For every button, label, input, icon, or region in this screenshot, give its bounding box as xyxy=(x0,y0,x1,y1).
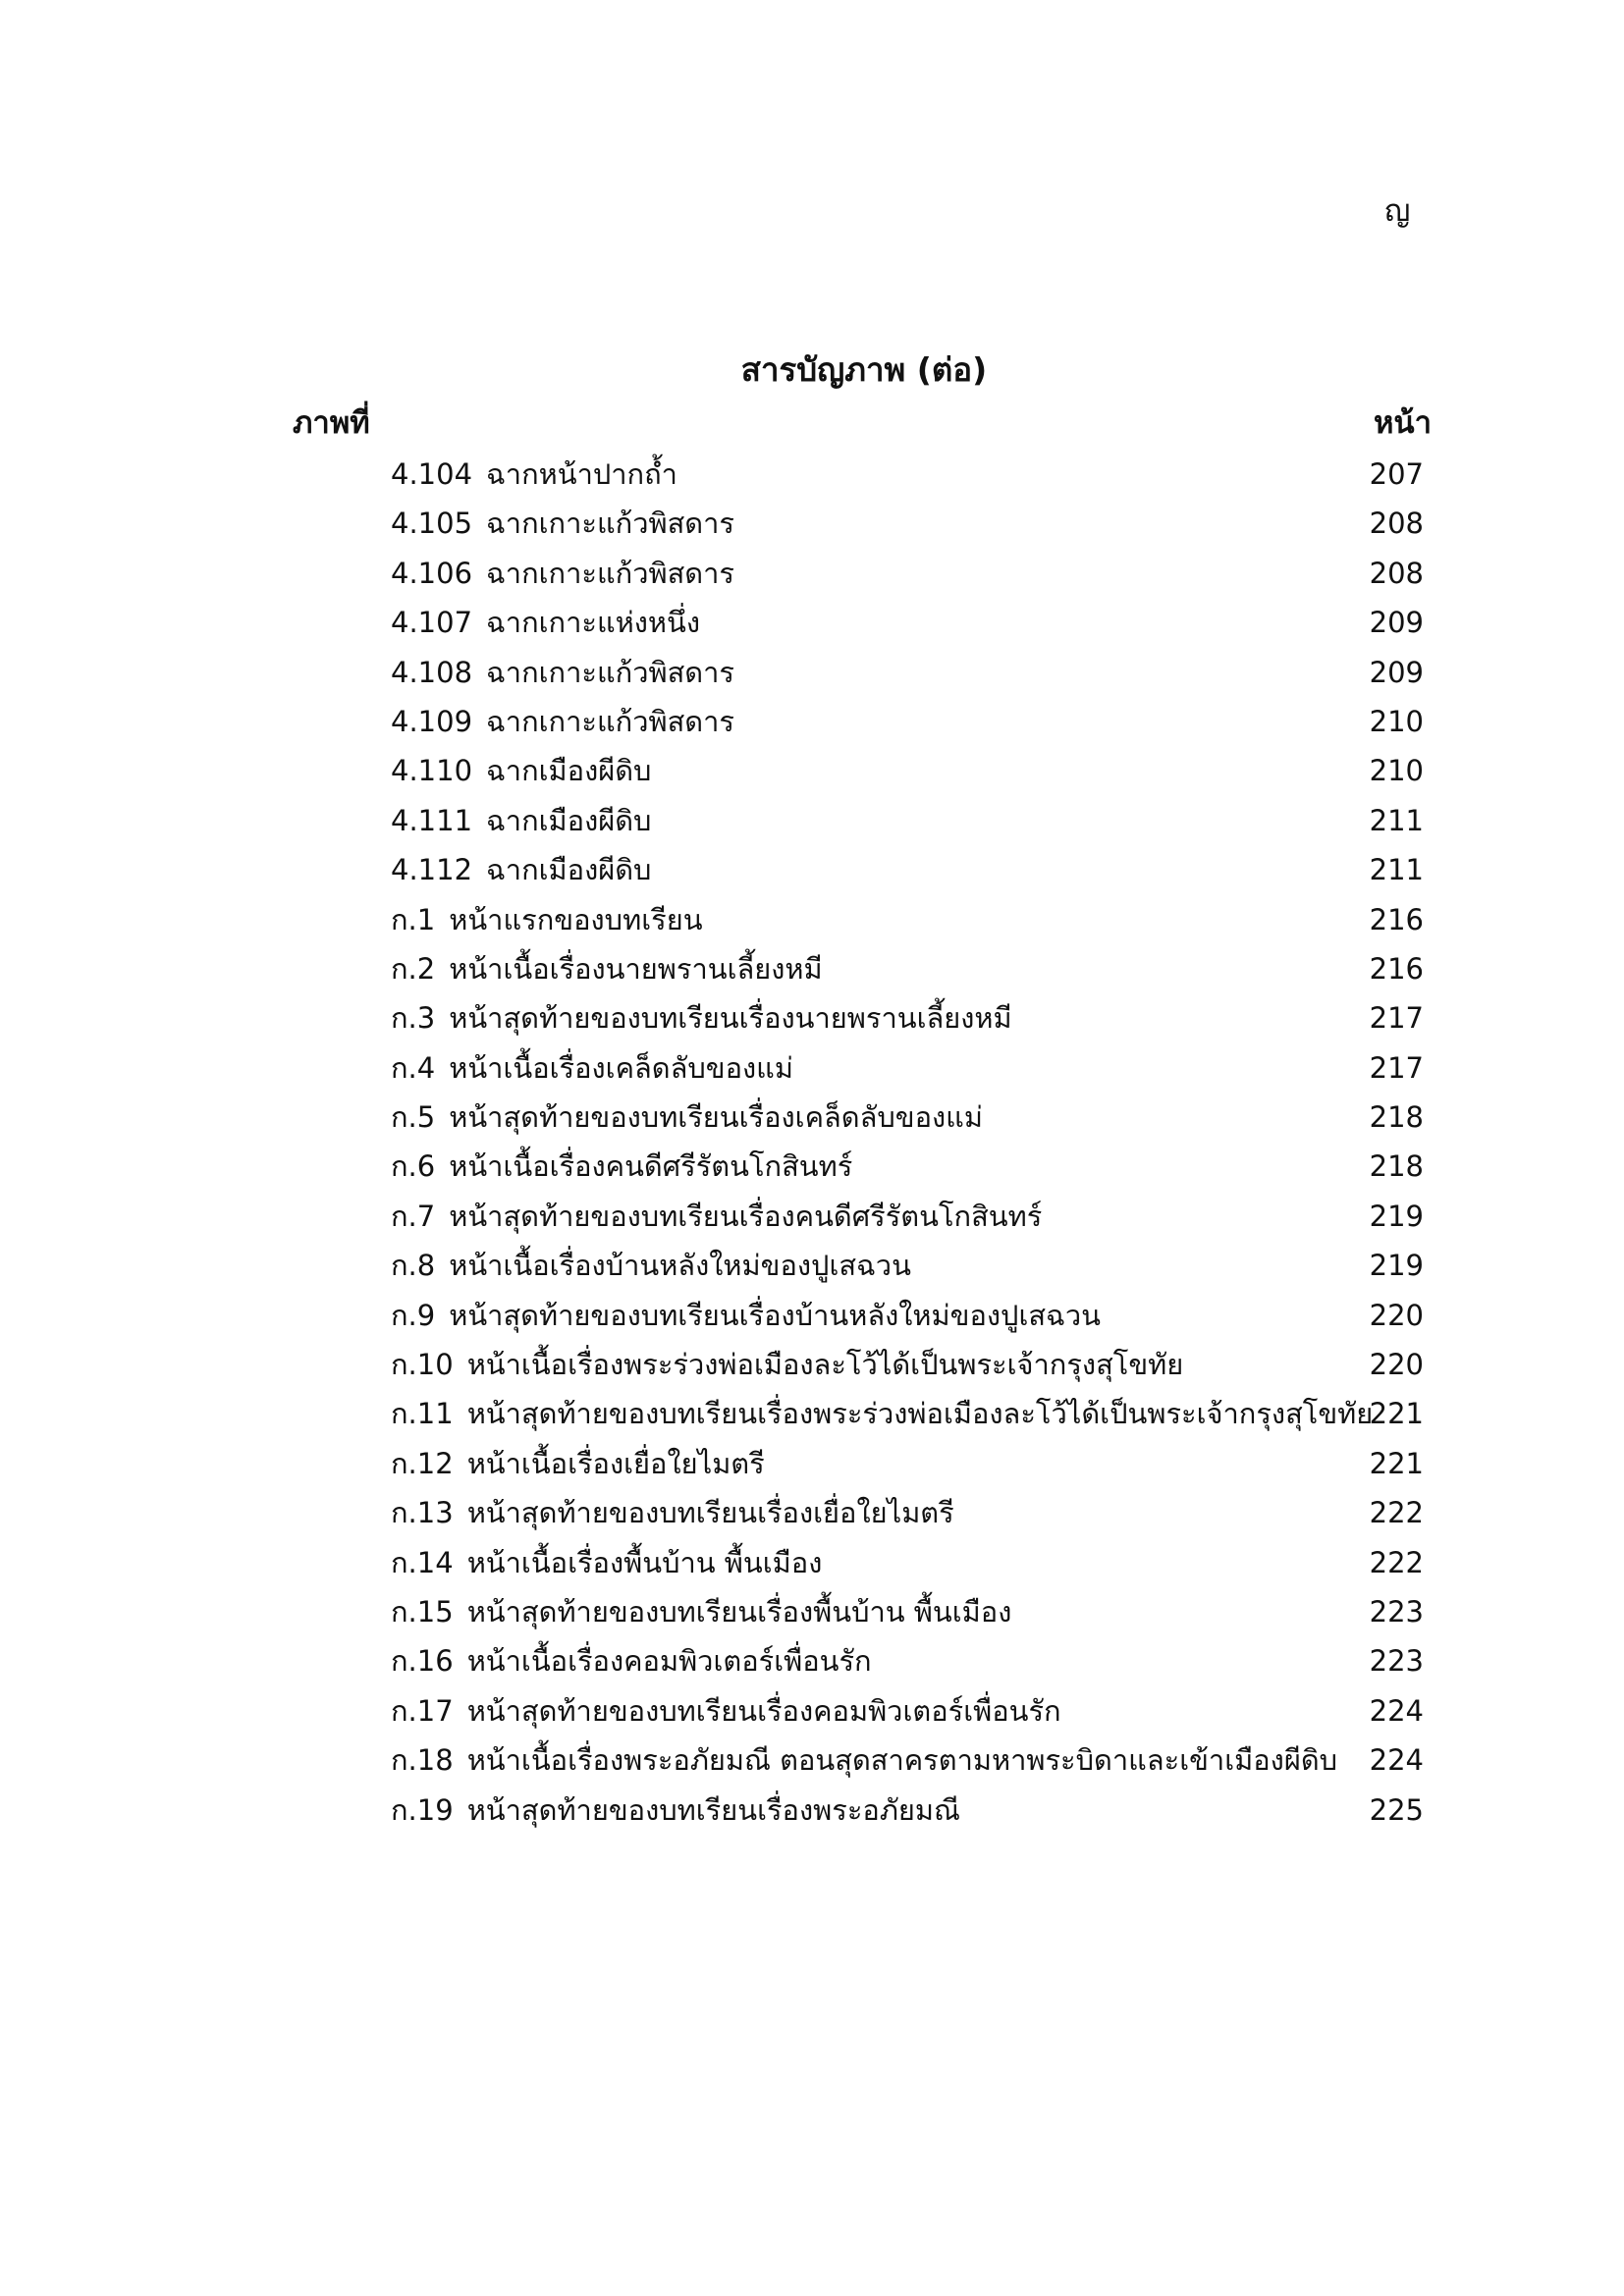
list-item xyxy=(391,1192,1424,1241)
list-item xyxy=(391,648,1424,697)
figure-page: 218 xyxy=(1369,1149,1424,1184)
figure-number: 4.109 xyxy=(391,704,473,738)
list-item xyxy=(391,1636,1424,1685)
figure-title: หน้าเนื้อเรื่องพระร่วงพ่อเมืองละโว้ได้เป็นพระเจ้ากรุงสุโขทัย xyxy=(466,1348,1184,1382)
list-item xyxy=(391,895,1424,944)
list-item xyxy=(391,1043,1424,1093)
list-item xyxy=(391,1786,1424,1835)
figure-page: 221 xyxy=(1369,1446,1424,1480)
figure-page: 224 xyxy=(1369,1743,1424,1778)
figure-title: หน้าสุดท้ายของบทเรียนเรื่องพื้นบ้าน พื้นเมือง xyxy=(466,1594,1012,1629)
figure-number: ก.17 xyxy=(391,1693,454,1728)
figure-page: 222 xyxy=(1369,1496,1424,1530)
figure-number: ก.13 xyxy=(391,1496,454,1530)
list-item xyxy=(391,1686,1424,1735)
figure-page: 220 xyxy=(1369,1348,1424,1382)
figure-title: หน้าสุดท้ายของบทเรียนเรื่องบ้านหลังใหม่ของปูเสฉวน xyxy=(449,1298,1101,1332)
figure-number: ก.5 xyxy=(391,1100,436,1135)
figure-title: ฉากเมืองผีดิบ xyxy=(486,803,652,837)
list-item xyxy=(391,1538,1424,1587)
figure-page: 210 xyxy=(1369,754,1424,788)
list-item xyxy=(391,697,1424,746)
list-item xyxy=(391,499,1424,548)
figure-number: ก.2 xyxy=(391,951,436,986)
figure-title: ฉากเกาะแห่งหนึ่ง xyxy=(486,606,701,640)
figure-number: ก.15 xyxy=(391,1594,454,1629)
figure-number: ก.9 xyxy=(391,1298,436,1332)
figure-number: 4.106 xyxy=(391,556,473,590)
list-item xyxy=(391,1291,1424,1340)
figure-page: 216 xyxy=(1369,951,1424,986)
list-item xyxy=(391,845,1424,894)
figure-number: ก.1 xyxy=(391,902,436,936)
figure-page: 221 xyxy=(1369,1397,1424,1431)
figure-page: 220 xyxy=(1369,1298,1424,1332)
figure-page: 209 xyxy=(1369,606,1424,640)
figure-title: หน้าเนื้อเรื่องเยื่อใยไมตรี xyxy=(466,1446,765,1480)
list-item xyxy=(391,1735,1424,1785)
figure-page: 218 xyxy=(1369,1100,1424,1135)
figure-number: ก.3 xyxy=(391,1001,436,1036)
figure-title: ฉากหน้าปากถ้ำ xyxy=(486,457,677,491)
figure-number: 4.110 xyxy=(391,754,473,788)
figure-title: หน้าสุดท้ายของบทเรียนเรื่องพระอภัยมณี xyxy=(466,1792,960,1827)
figure-title: หน้าสุดท้ายของบทเรียนเรื่องนายพรานเลี้ยงหมี xyxy=(449,1001,1012,1036)
figure-title: หน้าเนื้อเรื่องนายพรานเลี้ยงหมี xyxy=(449,951,823,986)
figure-number: 4.112 xyxy=(391,853,473,887)
figure-title: ฉากเมืองผีดิบ xyxy=(486,754,652,788)
figure-number: ก.7 xyxy=(391,1199,436,1233)
figure-title: หน้าเนื้อเรื่องบ้านหลังใหม่ของปูเสฉวน xyxy=(449,1249,911,1283)
list-item xyxy=(391,1093,1424,1142)
column-header xyxy=(293,401,1432,445)
figure-page: 208 xyxy=(1369,507,1424,541)
list-item xyxy=(391,1587,1424,1636)
figure-number: ก.6 xyxy=(391,1149,436,1184)
figure-number: ก.16 xyxy=(391,1644,454,1679)
figure-title: หน้าสุดท้ายของบทเรียนเรื่องพระร่วงพ่อเมืองละโว้ได้เป็นพระเจ้ากรุงสุโขทัย xyxy=(466,1397,1374,1431)
list-item xyxy=(391,796,1424,845)
figure-number: 4.107 xyxy=(391,606,473,640)
figure-page: 219 xyxy=(1369,1249,1424,1283)
page-title: สารบัญภาพ (ต่อ) xyxy=(740,350,988,389)
figure-page: 225 xyxy=(1369,1792,1424,1827)
figure-title: ฉากเกาะแก้วพิสดาร xyxy=(486,507,735,541)
list-item xyxy=(391,746,1424,795)
list-item xyxy=(391,1241,1424,1290)
list-item xyxy=(391,1389,1424,1438)
figure-page: 211 xyxy=(1369,853,1424,887)
figure-number: ก.14 xyxy=(391,1545,454,1579)
figure-title: ฉากเกาะแก้วพิสดาร xyxy=(486,704,735,738)
figure-title: หน้าเนื้อเรื่องคอมพิวเตอร์เพื่อนรัก xyxy=(466,1644,872,1679)
figure-title: หน้าสุดท้ายของบทเรียนเรื่องคนดีศรีรัตนโกสินทร์ xyxy=(449,1199,1043,1233)
figure-title: ฉากเกาะแก้วพิสดาร xyxy=(486,655,735,689)
list-item xyxy=(391,450,1424,499)
figure-page: 224 xyxy=(1369,1693,1424,1728)
figure-page: 211 xyxy=(1369,803,1424,837)
figure-title: หน้าสุดท้ายของบทเรียนเรื่องเคล็ดลับของแม่ xyxy=(449,1100,983,1135)
figure-number: ก.4 xyxy=(391,1050,436,1085)
list-item xyxy=(391,598,1424,647)
column-header-figure: ภาพที่ xyxy=(293,405,370,441)
figure-title: หน้าเนื้อเรื่องคนดีศรีรัตนโกสินทร์ xyxy=(449,1149,853,1184)
figure-number: ก.19 xyxy=(391,1792,454,1827)
figure-page: 222 xyxy=(1369,1545,1424,1579)
figure-title: หน้าเนื้อเรื่องพื้นบ้าน พื้นเมือง xyxy=(466,1545,823,1579)
figure-page: 217 xyxy=(1369,1001,1424,1036)
figure-number: ก.11 xyxy=(391,1397,454,1431)
column-header-page: หน้า xyxy=(1373,405,1432,441)
figure-page: 209 xyxy=(1369,655,1424,689)
list-item xyxy=(391,944,1424,993)
list-item xyxy=(391,993,1424,1042)
list-item xyxy=(391,1439,1424,1488)
page-number: ญ xyxy=(1384,193,1411,229)
figure-page: 208 xyxy=(1369,556,1424,590)
figure-title: หน้าเนื้อเรื่องเคล็ดลับของแม่ xyxy=(449,1050,793,1085)
figure-title: หน้าสุดท้ายของบทเรียนเรื่องเยื่อใยไมตรี xyxy=(466,1496,954,1530)
figure-number: ก.8 xyxy=(391,1249,436,1283)
figure-title: ฉากเมืองผีดิบ xyxy=(486,853,652,887)
figure-page: 207 xyxy=(1369,457,1424,491)
figure-title: หน้าเนื้อเรื่องพระอภัยมณี ตอนสุดสาครตามหาพระบิดาและเข้าเมืองผีดิบ xyxy=(466,1743,1338,1778)
figure-number: 4.108 xyxy=(391,655,473,689)
figure-number: ก.18 xyxy=(391,1743,454,1778)
figure-number: 4.104 xyxy=(391,457,473,491)
figure-number: 4.105 xyxy=(391,507,473,541)
list-item xyxy=(391,549,1424,598)
figure-page: 223 xyxy=(1369,1594,1424,1629)
figure-title: หน้าสุดท้ายของบทเรียนเรื่องคอมพิวเตอร์เพื่อนรัก xyxy=(466,1693,1061,1728)
figure-number: 4.111 xyxy=(391,803,473,837)
figure-title: ฉากเกาะแก้วพิสดาร xyxy=(486,556,735,590)
figure-number: ก.10 xyxy=(391,1348,454,1382)
figure-page: 219 xyxy=(1369,1199,1424,1233)
figure-page: 223 xyxy=(1369,1644,1424,1679)
figure-title: หน้าแรกของบทเรียน xyxy=(449,902,703,936)
figure-page: 217 xyxy=(1369,1050,1424,1085)
list-item xyxy=(391,1340,1424,1389)
figure-page: 210 xyxy=(1369,704,1424,738)
list-item xyxy=(391,1142,1424,1191)
figure-page: 216 xyxy=(1369,902,1424,936)
list-item xyxy=(391,1488,1424,1537)
figure-number: ก.12 xyxy=(391,1446,454,1480)
figure-list xyxy=(391,450,1424,1835)
